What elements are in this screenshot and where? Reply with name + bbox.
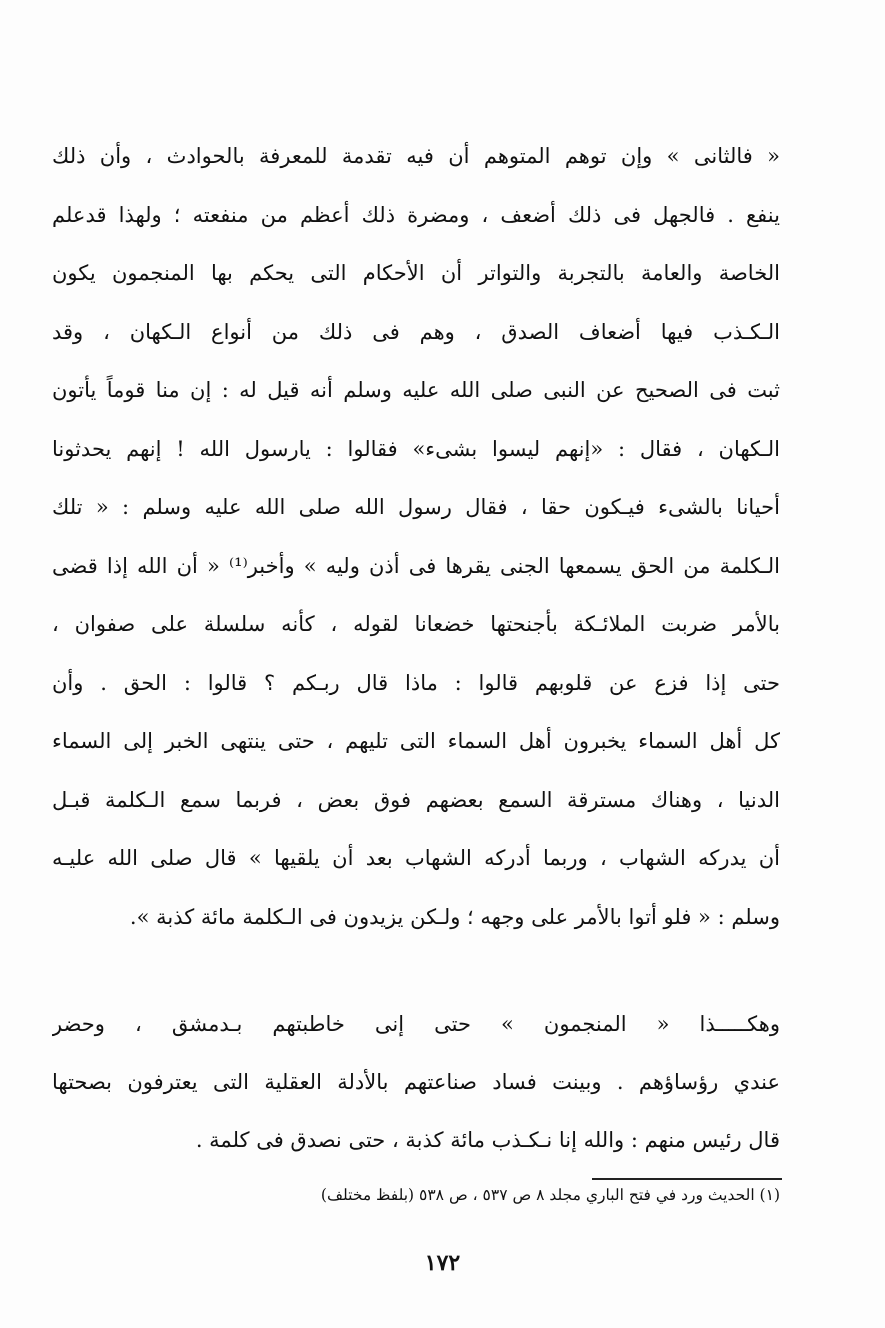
- text-line: وهكـــــذا « المنجمون » حتى إنى خاطبتهم بـدمشق ، وحضر: [52, 1012, 780, 1036]
- text-line: « فالثانى » وإن توهم المتوهم أن فيه تقدمة للمعرفة بالحوادث ، وأن ذلك: [52, 144, 780, 168]
- text-line: الدنيا ، وهناك مسترقة السمع بعضهم فوق بعض ، فربما سمع الـكلمة قبـل: [52, 787, 780, 812]
- text-line: الـكلمة من الحق يسمعها الجنى يقرها فى أذن وليه » وأخبر⁽¹⁾ « أن الله إذا قضى: [52, 553, 780, 578]
- text-line: قال رئيس منهم : والله إنا نـكـذب مائة كذبة ، حتى نصدق فى كلمة .: [195, 1128, 780, 1152]
- text-line: الـكـذب فيها أضعاف الصدق ، وهم فى ذلك من أنواع الـكهان ، وقد: [52, 319, 780, 344]
- paragraph-1: [52, 127, 780, 946]
- text-line: حتى إذا فزع عن قلوبهم قالوا : ماذا قال ربـكم ؟ قالوا : الحق . وأن: [52, 670, 780, 695]
- footnote: (١) الحديث ورد في فتح الباري مجلد ٨ ص ٥٣٧ ، ص ٥٣٨ (بلفظ مختلف): [320, 1186, 780, 1204]
- text-line: بالأمر ضربت الملائـكة بأجنحتها خضعانا لقوله ، كأنه سلسلة على صفوان ،: [52, 612, 780, 636]
- text-line: وسلم : « فلو أتوا بالأمر على وجهه ؛ ولـكن يزيدون فى الـكلمة مائة كذبة ».: [129, 904, 780, 929]
- page-number: ١٧٢: [424, 1250, 461, 1276]
- text-line: ينفع . فالجهل فى ذلك أضعف ، ومضرة ذلك أعظم من منفعته ؛ ولهذا قدعلم: [52, 202, 780, 227]
- text-line: كل أهل السماء يخبرون أهل السماء التى تليهم ، حتى ينتهى الخبر إلى السماء: [52, 729, 780, 753]
- text-line: الـكهان ، فقال : «إنهم ليسوا بشىء» فقالوا : يارسول الله ! إنهم يحدثونا: [52, 436, 780, 461]
- text-line: ثبت فى الصحيح عن النبى صلى الله عليه وسلم أنه قيل له : إن منا قوماً يأتون: [52, 378, 780, 402]
- text-line: الخاصة والعامة بالتجربة والتواتر أن الأحكام التى يحكم بها المنجمون يكون: [52, 261, 780, 285]
- paragraph-2: [52, 995, 780, 1169]
- text-line: أن يدركه الشهاب ، وربما أدركه الشهاب بعد أن يلقيها » قال صلى الله عليـه: [52, 846, 780, 870]
- text-line: أحيانا بالشىء فيـكون حقا ، فقال رسول الله صلى الله عليه وسلم : « تلك: [52, 495, 780, 519]
- text-line: عندي رؤساؤهم . وبينت فساد صناعتهم بالأدلة العقلية التى يعترفون بصحتها: [52, 1070, 780, 1094]
